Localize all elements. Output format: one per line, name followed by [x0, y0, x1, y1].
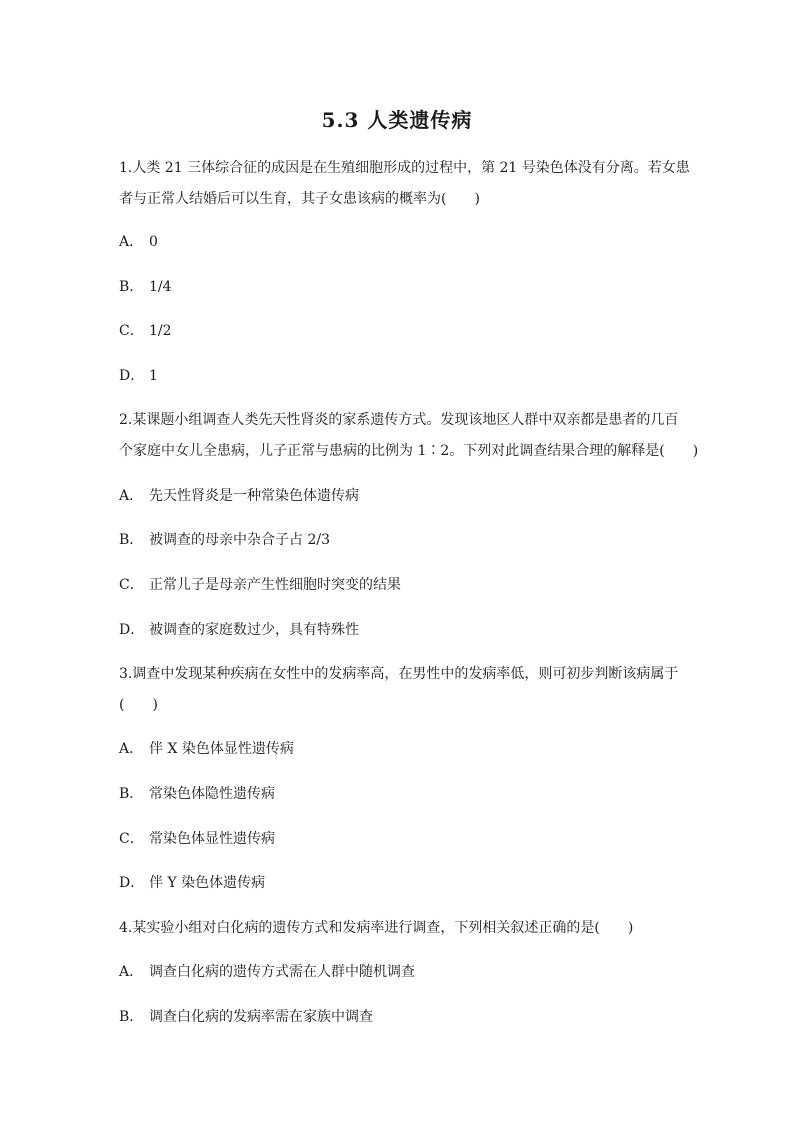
question-4-stem-line-1: 4.某实验小组对白化病的遗传方式和发病率进行调查，下列相关叙述正确的是( ): [119, 920, 634, 936]
question-2-stem-line-1: 2.某课题小组调查人类先天性肾炎的家系遗传方式。发现该地区人群中双亲都是患者的几百: [119, 412, 679, 428]
question-3-option-c: [119, 829, 275, 849]
question-2-option-b: [119, 530, 330, 550]
page-title: 5.3 人类遗传病: [321, 108, 473, 132]
option-text: 常染色体显性遗传病: [149, 831, 275, 847]
option-text: 被调查的母亲中杂合子占 2/3: [149, 532, 330, 548]
option-label: B．: [119, 1009, 144, 1025]
question-3-stem-line-2: ( ): [119, 697, 158, 713]
option-label: B．: [119, 279, 144, 295]
option-label: D．: [119, 622, 145, 638]
option-label: A．: [119, 488, 144, 504]
option-text: 0: [149, 234, 158, 250]
question-1-option-b: [119, 277, 172, 297]
option-label: A．: [119, 964, 144, 980]
option-text: 常染色体隐性遗传病: [149, 786, 275, 802]
option-text: 调查白化病的发病率需在家族中调查: [149, 1009, 373, 1025]
option-label: A．: [119, 741, 144, 757]
option-label: D．: [119, 875, 145, 891]
question-1-option-d: [119, 366, 158, 386]
option-text: 伴 Y 染色体遗传病: [149, 875, 266, 891]
option-text: 1/2: [149, 323, 172, 339]
question-3-stem-line-1: 3.调查中发现某种疾病在女性中的发病率高，在男性中的发病率低，则可初步判断该病属于: [119, 666, 679, 682]
option-label: B．: [119, 532, 144, 548]
question-2-option-c: [119, 575, 401, 595]
option-text: 调查白化病的遗传方式需在人群中随机调查: [149, 964, 415, 980]
option-label: C．: [119, 577, 144, 593]
question-2-option-a: [119, 486, 359, 506]
option-label: C．: [119, 831, 144, 847]
question-1-stem-line-1: 1.人类 21 三体综合征的成因是在生殖细胞形成的过程中，第 21 号染色体没有分离。若女患: [119, 160, 690, 176]
option-label: D．: [119, 368, 145, 384]
question-1-option-a: [119, 232, 158, 252]
question-3-option-a: [119, 739, 294, 759]
option-text: 1: [149, 368, 158, 384]
option-text: 被调查的家庭数过少，具有特殊性: [149, 622, 359, 638]
question-3-option-d: [119, 873, 265, 893]
option-text: 先天性肾炎是一种常染色体遗传病: [149, 488, 359, 504]
question-1-option-c: [119, 321, 172, 341]
question-2-option-d: [119, 620, 359, 640]
question-3-option-b: [119, 784, 275, 804]
option-text: 1/4: [149, 279, 172, 295]
question-1-stem-line-2: 者与正常人结婚后可以生育，其子女患该病的概率为( ): [119, 191, 480, 207]
option-label: B．: [119, 786, 144, 802]
question-4-option-a: [119, 962, 415, 982]
option-label: C．: [119, 323, 144, 339]
option-text: 正常儿子是母亲产生性细胞时突变的结果: [149, 577, 401, 593]
question-4-option-b: [119, 1007, 373, 1027]
option-label: A．: [119, 234, 144, 250]
question-2-stem-line-2: 个家庭中女儿全患病，儿子正常与患病的比例为 1∶2。下列对此调查结果合理的解释是( ): [119, 443, 699, 459]
option-text: 伴 X 染色体显性遗传病: [149, 741, 294, 757]
